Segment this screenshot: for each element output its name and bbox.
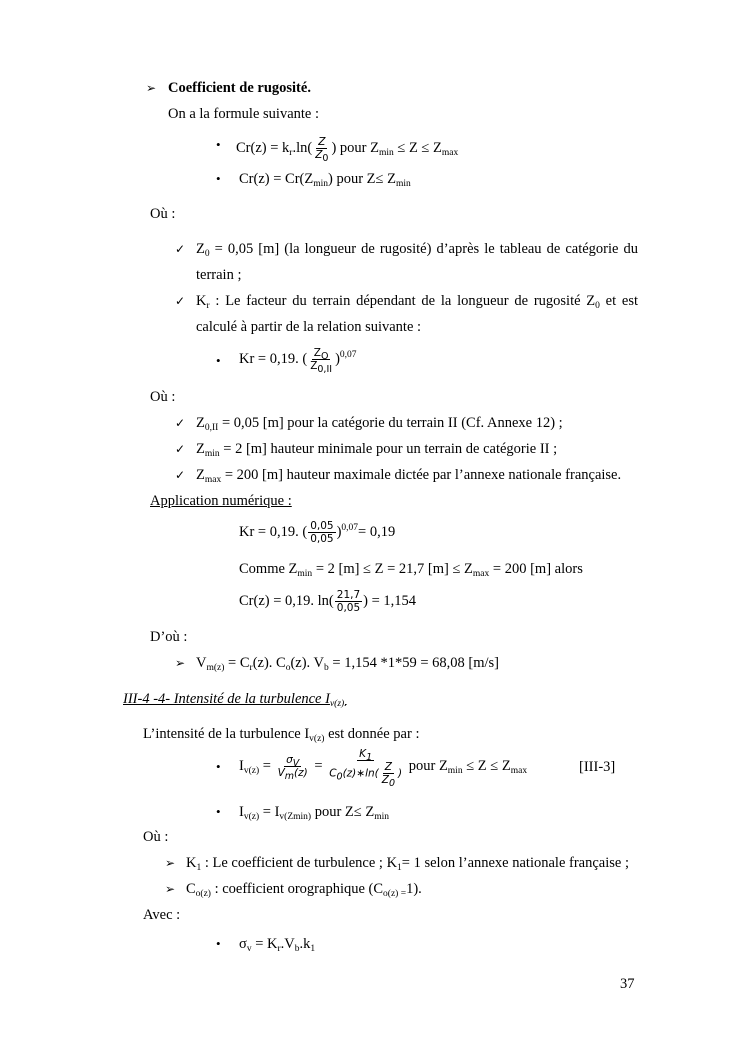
bullet-icon: • [216,353,221,368]
vm-result: $V_{m(z)} = C_r(z)$. $C_o(z)$. $V_b = 1,154$ *1*59 = 68,08 [m/s] [196,655,499,673]
bullet-icon: • [216,804,221,819]
check-item-z0ii: $Z_{0,II} = 0,05$ [m] pour la catégorie du terrain II (Cf. Annexe 12) ; [196,415,563,433]
page-number: 37 [620,976,635,992]
heading-coefficient-rugosite: Coefficient de rugosité. [168,80,311,96]
intro-intensite: L’intensité de la turbulence $I_{v(z)}$ est donnée par : [143,726,420,744]
z0-definition-cont: terrain ; [196,267,242,283]
label-ou: Où : [150,206,176,222]
check-icon: ✓ [175,242,186,256]
bullet-icon: • [216,759,221,774]
formula-cr-2: $Cr(z) = Cr(Z_{min})$ pour $Z\le Z_{min}$ [239,171,411,189]
app-cr-line: Cr(z) = 0,19. ln( $\frac{21,7}{0,05}$ ) = 1,154 [239,589,417,615]
z0-definition: $Z_0 = 0,05$ [m] (la longueur de rugosité) d’après le tableau de catégorie du [196,241,638,259]
check-icon: ✓ [175,416,186,430]
co-definition: $C_{o(z)}$ : coefficient orographique $(C_{o(z) =}1)$. [186,881,422,899]
check-icon: ✓ [175,442,186,456]
formula-iv: $I_{v(z)}$ = $\frac{\sigma_V}{V_m(z)}$ = $K_1$ $C_0(z)∗\ln$( $\frac{Z}{Z_0}$ ) pour $Z_{min} \le Z \le Z_{max}$ [239,747,528,789]
bullet-icon: • [216,171,221,186]
k1-definition: $K_1$ : Le coefficient de turbulence ; $K_1= 1$ selon l’annexe nationale française ; [186,855,629,873]
equation-reference: [III-3] [579,759,616,775]
application-numerique-title: Application numérique : [150,493,292,509]
bullet-icon: • [216,137,221,152]
formula-cr-1: $Cr(z) = k_r.\ln$( $\frac{Z}{Z_0}$ ) pour $Z_{min} \le Z \le Z_{max}$ [236,136,459,164]
bullet-icon: • [216,936,221,951]
app-comme-line: Comme $Z_{min} = 2$ [m] ≤ Z = 21,7 $[m] \le Z_{max} = 200$ [m] alors [239,561,583,579]
arrow-bullet-icon: ➢ [146,81,157,95]
formula-iv-2: $I_{v(z)} = I_{v(Zmin)}$ pour $Z\le Z_{min}$ [239,804,389,822]
arrow-bullet-icon: ➢ [175,656,186,670]
check-item-zmax: $Z_{max} = 200$ [m] hauteur maximale dictée par l’annexe nationale française. [196,467,622,485]
label-ou: Où : [143,829,169,845]
app-kr-line: Kr = 0,19. ( $\frac{0,05}{0,05}$ )$^{0,07}$= 0,19 [239,520,396,546]
check-item-zmin: $Z_{min} = 2$ [m] hauteur minimale pour un terrain de catégorie II ; [196,441,558,459]
check-icon: ✓ [175,468,186,482]
intro-formule: On a la formule suivante : [168,106,319,122]
arrow-bullet-icon: ➢ [165,856,176,870]
formula-sigma: $\sigma_v = K_r.V_b.k_1$ [239,936,316,954]
kr-definition: $K_r$ : Le facteur du terrain dépendant de la longueur de rugosité $Z_0$ et est [196,293,639,311]
check-icon: ✓ [175,294,186,308]
label-ou: Où : [150,389,176,405]
label-avec: Avec : [143,907,181,923]
label-dou: D’où : [150,629,188,645]
formula-kr: Kr = 0,19. ( $\frac{Z_O}{Z_{0,II}}$ )$^{0,07}$ [239,347,357,376]
kr-definition-cont: calculé à partir de la relation suivante : [196,319,422,335]
section-heading-turbulence: III-4 -4- Intensité de la turbulence $I_{v(z).}$ [123,691,347,709]
arrow-bullet-icon: ➢ [165,882,176,896]
